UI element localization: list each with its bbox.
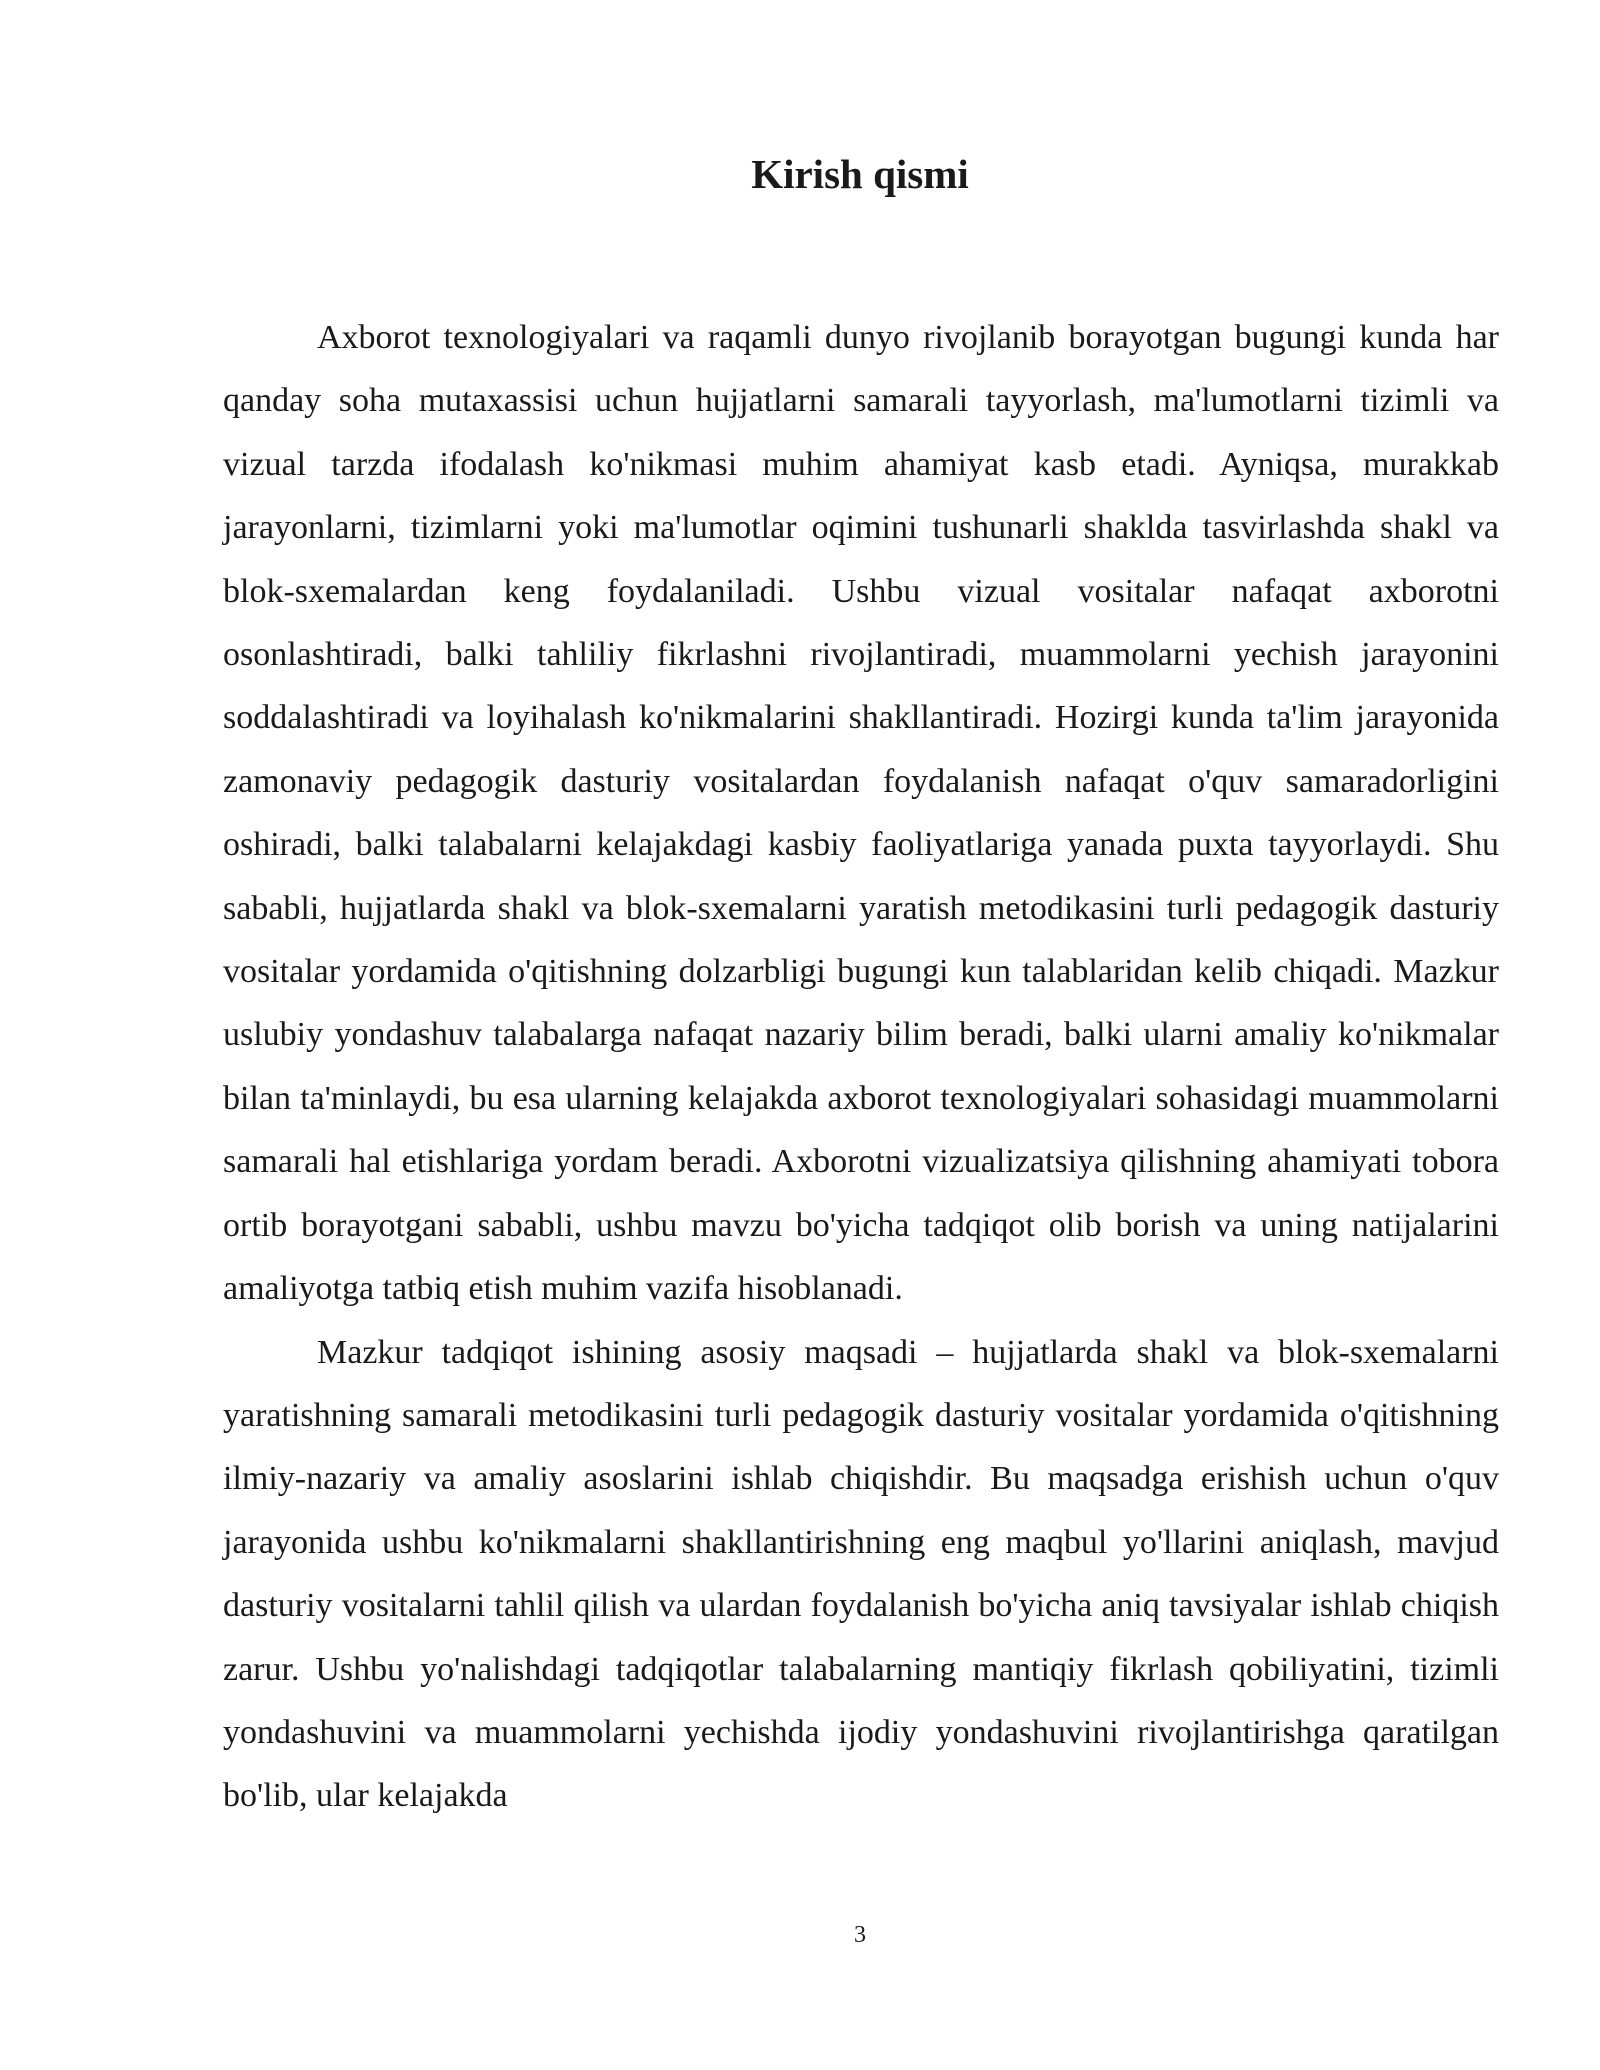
page-number: 3: [854, 1922, 866, 1948]
paragraph-2: Mazkur tadqiqot ishining asosiy maqsadi – hujjatlarda shakl va blok-sxemalarni yaratishning samarali metodikasini turli pedagogik dasturiy vositalar yordamida o'qitishning ilmiy-nazariy va amaliy asoslarini ishlab chiqishdir. Bu maqsadga erishish uchun o'quv jarayonida ushbu ko'nikmalarni shakllantirishning eng maqbul yo'llarini aniqlash, mavjud dasturiy vositalarni tahlil qilish va ulardan foydalanish bo'yicha aniq tavsiyalar ishlab chiqish zarur. Ushbu yo'nalishdagi tadqiqotlar talabalarning mantiqiy fikrlash qobiliyatini, tizimli yondashuvini va muammolarni yechishda ijodiy yondashuvini rivojlantirishga qaratilgan bo'lib, ular kelajakda: [223, 1333, 1499, 1815]
document-body: [223, 306, 1499, 1828]
paragraph-1: Axborot texnologiyalari va raqamli dunyo rivojlanib borayotgan bugungi kunda har qanday soha mutaxassisi uchun hujjatlarni samarali tayyorlash, ma'lumotlarni tizimli va vizual tarzda ifodalash ko'nikmasi muhim ahamiyat kasb etadi. Ayniqsa, murakkab jarayonlarni, tizimlarni yoki ma'lumotlar oqimini tushunarli shaklda tasvirlashda shakl va blok-sxemalardan keng foydalaniladi. Ushbu vizual vositalar nafaqat axborotni osonlashtiradi, balki tahliliy fikrlashni rivojlantiradi, muammolarni yechish jarayonini soddalashtiradi va loyihalash ko'nikmalarini shakllantiradi. Hozirgi kunda ta'lim jarayonida zamonaviy pedagogik dasturiy vositalardan foydalanish nafaqat o'quv samaradorligini oshiradi, balki talabalarni kelajakdagi kasbiy faoliyatlariga yanada puxta tayyorlaydi. Shu sababli, hujjatlarda shakl va blok-sxemalarni yaratish metodikasini turli pedagogik dasturiy vositalar yordamida o'qitishning dolzarbligi bugungi kun talablaridan kelib chiqadi. Mazkur uslubiy yondashuv talabalarga nafaqat nazariy bilim beradi, balki ularni amaliy ko'nikmalar bilan ta'minlaydi, bu esa ularning kelajakda axborot texnologiyalari sohasidagi muammolarni samarali hal etishlariga yordam beradi. Axborotni vizualizatsiya qilishning ahamiyati tobora ortib borayotgani sababli, ushbu mavzu bo'yicha tadqiqot olib borish va uning natijalarini amaliyotga tatbiq etish muhim vazifa hisoblanadi.: [223, 319, 1499, 1308]
page-title: Kirish qismi: [751, 151, 969, 197]
